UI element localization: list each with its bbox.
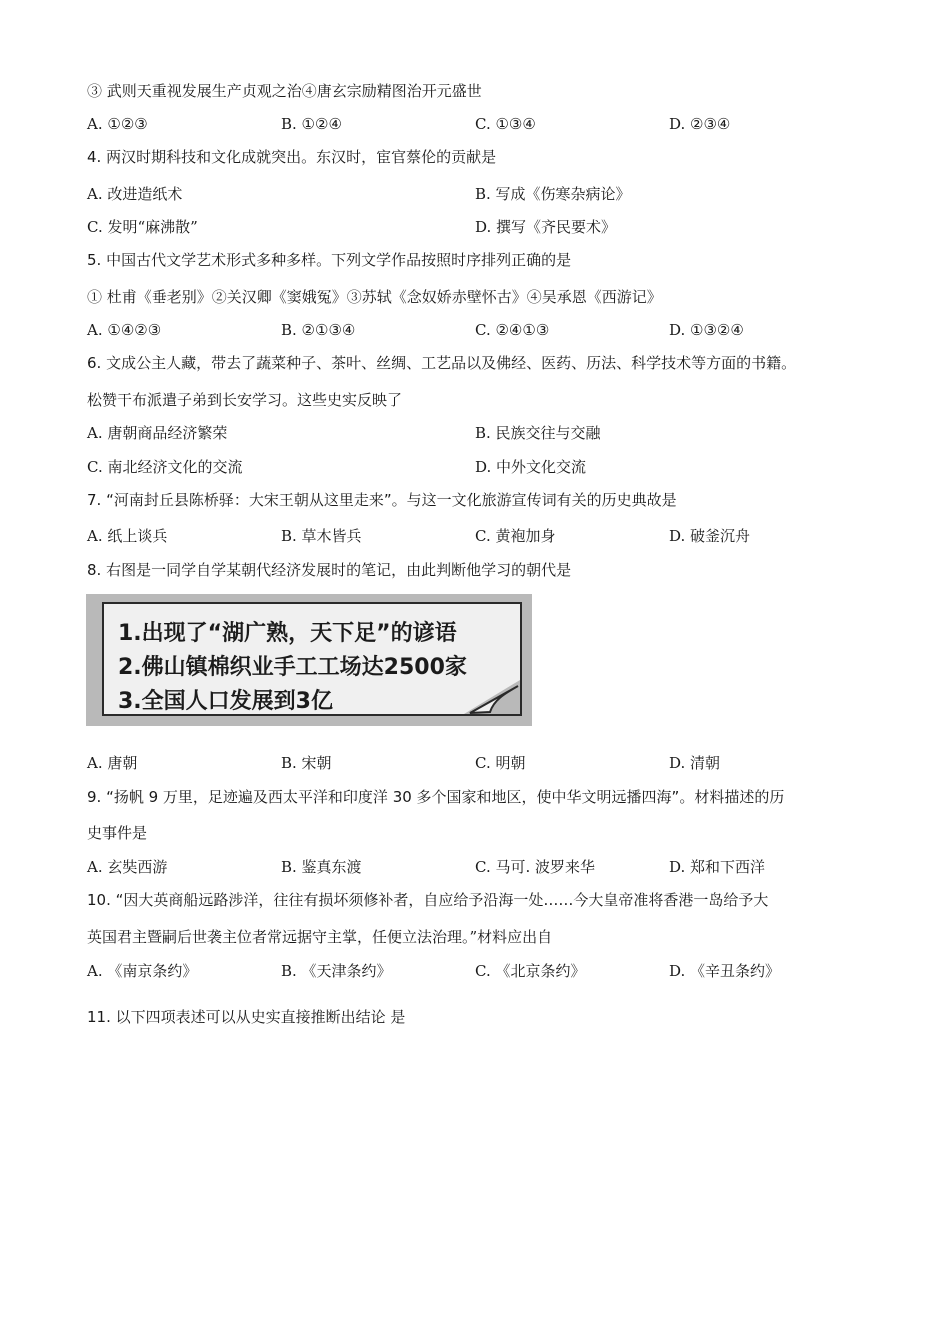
q10-stem: 10. “因大英商船远路涉洋，往往有损坏须修补者，自应给予沿海一处……今大皇帝准将香港一岛给予大 xyxy=(87,891,769,909)
q6-stem-continued: 松赞干布派遣子弟到长安学习。这些史实反映了 xyxy=(87,391,403,409)
q5-option-b: B. ②①③④ xyxy=(281,321,356,339)
study-note-line-1: 1.出现了“湖广熟，天下足”的谚语 xyxy=(118,621,457,646)
q4-stem: 4. 两汉时期科技和文化成就突出。东汉时，宦官蔡伦的贡献是 xyxy=(87,148,497,166)
page-curl-icon xyxy=(464,680,520,714)
q3-option-d: D. ②③④ xyxy=(669,115,731,133)
q3-option-a: A. ①②③ xyxy=(87,115,148,133)
q4-option-d: D. 撰写《齐民要术》 xyxy=(475,218,617,236)
q5-option-c: C. ②④①③ xyxy=(475,321,550,339)
q6-option-b: B. 民族交往与交融 xyxy=(475,424,601,442)
q10-option-b: B. 《天津条约》 xyxy=(281,962,392,980)
q5-stem: 5. 中国古代文学艺术形式多种多样。下列文学作品按照时序排列正确的是 xyxy=(87,251,572,269)
q5-option-a: A. ①④②③ xyxy=(87,321,162,339)
q10-option-a: A. 《南京条约》 xyxy=(87,962,198,980)
q9-option-a: A. 玄奘西游 xyxy=(87,858,168,876)
study-note-line-3: 3.全国人口发展到3亿 xyxy=(118,689,333,714)
q6-option-d: D. 中外文化交流 xyxy=(475,458,587,476)
q9-stem-continued: 史事件是 xyxy=(87,824,148,842)
q7-option-a: A. 纸上谈兵 xyxy=(87,527,168,545)
q9-stem: 9. “扬帆 9 万里，足迹遍及西太平洋和印度洋 30 多个国家和地区，使中华文明远播四海”。材料描述的历 xyxy=(87,788,785,806)
q3-option-b: B. ①②④ xyxy=(281,115,342,133)
q6-option-c: C. 南北经济文化的交流 xyxy=(87,458,243,476)
q3-line: ③ 武则天重视发展生产贞观之治④唐玄宗励精图治开元盛世 xyxy=(87,82,482,100)
q10-option-c: C. 《北京条约》 xyxy=(475,962,586,980)
q7-option-b: B. 草木皆兵 xyxy=(281,527,362,545)
q8-option-d: D. 清朝 xyxy=(669,754,721,772)
q5-option-d: D. ①③②④ xyxy=(669,321,744,339)
q8-stem: 8. 右图是一同学自学某朝代经济发展时的笔记，由此判断他学习的朝代是 xyxy=(87,561,572,579)
q8-option-b: B. 宋朝 xyxy=(281,754,332,772)
q6-option-a: A. 唐朝商品经济繁荣 xyxy=(87,424,228,442)
q9-option-c: C. 马可. 波罗来华 xyxy=(475,858,596,876)
q7-option-c: C. 黄袍加身 xyxy=(475,527,556,545)
q4-option-a: A. 改进造纸术 xyxy=(87,185,183,203)
q3-option-c: C. ①③④ xyxy=(475,115,536,133)
study-note-line-2: 2.佛山镇棉织业手工工场达2500家 xyxy=(118,655,467,680)
q9-option-b: B. 鉴真东渡 xyxy=(281,858,362,876)
q8-option-c: C. 明朝 xyxy=(475,754,526,772)
q5-line: ① 杜甫《垂老别》②关汉卿《窦娥冤》③苏轼《念奴娇赤壁怀古》④吴承恩《西游记》 xyxy=(87,288,662,306)
q9-option-d: D. 郑和下西洋 xyxy=(669,858,766,876)
study-note-image xyxy=(86,594,532,726)
q10-stem-continued: 英国君主暨嗣后世袭主位者常远据守主掌，任便立法治理。”材料应出自 xyxy=(87,928,553,946)
q8-option-a: A. 唐朝 xyxy=(87,754,138,772)
q7-option-d: D. 破釜沉舟 xyxy=(669,527,751,545)
q6-stem: 6. 文成公主人藏，带去了蔬菜种子、茶叶、丝绸、工艺品以及佛经、医药、历法、科学技术等方面的书籍。 xyxy=(87,354,797,372)
q4-option-c: C. 发明“麻沸散” xyxy=(87,218,198,236)
study-note-card xyxy=(102,602,522,716)
q7-stem: 7. “河南封丘县陈桥驿：大宋王朝从这里走来”。与这一文化旅游宣传词有关的历史典故是 xyxy=(87,491,677,509)
q10-option-d: D. 《辛丑条约》 xyxy=(669,962,781,980)
q4-option-b: B. 写成《伤寒杂病论》 xyxy=(475,185,631,203)
q11-stem: 11. 以下四项表述可以从史实直接推断出结论 是 xyxy=(87,1008,406,1026)
